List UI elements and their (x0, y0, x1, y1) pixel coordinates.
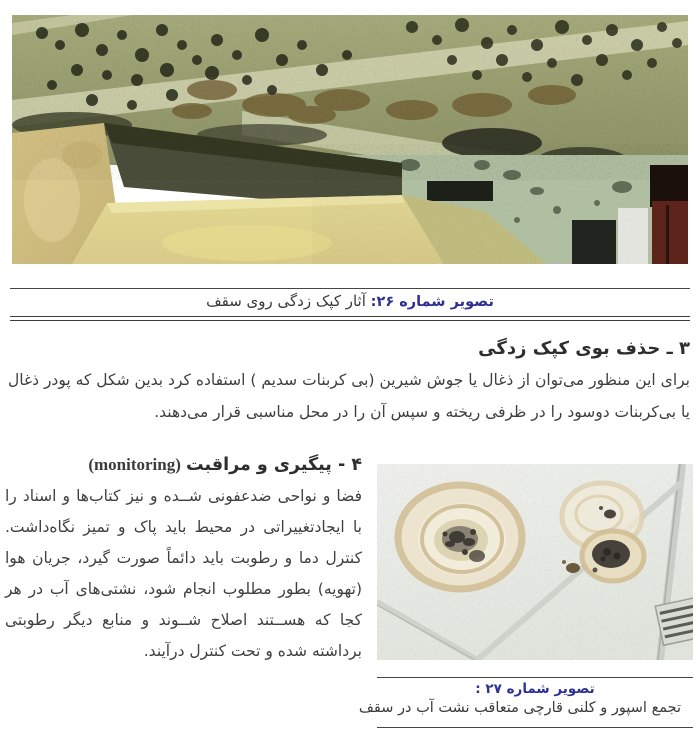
section-4-line-4: (تهویه) بطور مطلوب انجام شود، نشتی‌های آب در هر (5, 580, 362, 598)
section-4-line-5: کجا که هســتند اصلاح شــوند و منابع دیگر رطوبتی (5, 611, 362, 629)
caption-27-bottom-rule (377, 727, 693, 728)
section-3-line-2: یا بی‌کربنات دوسود را در ظرفی ریخته و سپس آن را در محل مناسبی قرار می‌دهند. (154, 403, 690, 421)
section-4-heading-fa: ۴ - پیگیری و مراقبت (185, 455, 362, 475)
section-4-line-2: با ایجادتغییراتی در محیط باید پاک و تمیز نگاه‌داشت. (5, 518, 362, 536)
section-4-line-1: فضا و نواحی ضدعفونی شــده و نیز کتاب‌ها و اسناد را (5, 487, 362, 505)
caption-27-top-rule (377, 677, 693, 678)
section-4-heading-en: (monitoring) (88, 455, 181, 474)
figure-26-photo (12, 15, 688, 264)
figure-27-photo (377, 464, 693, 660)
caption-26-bottom-rule (10, 316, 690, 321)
section-4-line-3: کنترل دما و رطوبت باید دائماً صورت گیرد، جریان هوا (5, 549, 362, 567)
section-3-line-1: برای این منظور می‌توان از ذغال یا جوش شیرین (بی کربنات سدیم ) استفاده کرد بدین شکل که پودر ذغال (8, 371, 690, 389)
figure-27-label: تصویر شماره ۲۷ : (475, 681, 595, 697)
section-3-heading: ۳ ـ حذف بوی کپک زدگی (478, 338, 690, 359)
figure-27-caption: تجمع اسپور و کلنی قارچی متعاقب نشت آب در سقف (358, 700, 682, 716)
caption-26-top-rule (10, 288, 690, 289)
section-4-heading (5, 455, 362, 475)
figure-26-label: تصویر شماره ۲۶: (370, 294, 494, 310)
figure-26-caption-text: آثار کپک زدگی روی سقف (206, 292, 366, 310)
section-4-line-6: برداشته شده و تحت کنترل درآیند. (143, 642, 362, 660)
figure-26-caption (10, 292, 690, 310)
figure-27-label-row (377, 681, 693, 697)
